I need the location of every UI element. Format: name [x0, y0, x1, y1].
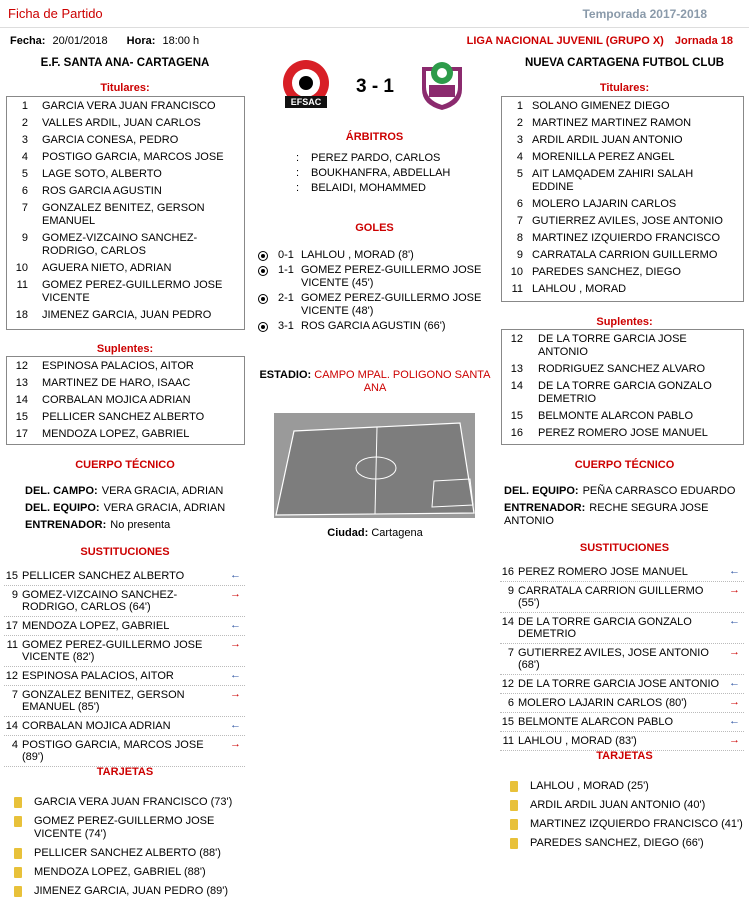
referee-row	[296, 152, 496, 165]
yellow-card-icon	[510, 781, 518, 792]
city-name: Cartagena	[371, 527, 423, 539]
player-name: CORBALAN MOJICA ADRIAN	[42, 394, 191, 406]
player-name: MOLERO LAJARIN CARLOS	[532, 198, 677, 210]
stadium-info	[252, 369, 498, 395]
staff-name: VERA GRACIA, ADRIAN	[103, 502, 226, 514]
arrow-left-icon: ←	[230, 719, 241, 731]
player-number: 9	[507, 585, 514, 597]
referee-name: BELAIDI, MOHAMMED	[311, 182, 426, 194]
player-number: 2	[21, 117, 28, 129]
referee-row	[296, 182, 496, 195]
referee-name: PEREZ PARDO, CARLOS	[311, 152, 441, 164]
player-name: PELLICER SANCHEZ ALBERTO	[42, 411, 205, 423]
away-substitutions-heading: SUSTITUCIONES	[579, 542, 670, 554]
home-starters-heading: Titulares:	[100, 82, 150, 94]
goals-heading: GOLES	[355, 222, 394, 234]
player-number: 7	[507, 647, 514, 659]
player-row	[502, 232, 743, 245]
player-number: 13	[15, 377, 28, 389]
player-name: GONZALEZ BENITEZ, GERSON EMANUEL	[42, 202, 205, 227]
player-number: 12	[15, 360, 28, 372]
card-row	[14, 847, 250, 860]
player-row	[7, 168, 244, 181]
date-label: Fecha:	[10, 35, 46, 47]
player-name: SOLANO GIMENEZ DIEGO	[532, 100, 670, 112]
home-cards-list	[14, 796, 250, 904]
goal-scorer: LAHLOU , MORAD (8')	[301, 249, 414, 261]
away-cards-heading: TARJETAS	[596, 750, 653, 762]
away-subs-box	[501, 329, 744, 445]
goals-list	[258, 249, 493, 335]
player-row	[502, 266, 743, 279]
player-name: GUTIERREZ AVILES, JOSE ANTONIO	[532, 215, 723, 227]
substitution-row	[500, 563, 744, 582]
player-number: 7	[11, 689, 18, 701]
player-number: 8	[516, 232, 523, 244]
player-row	[7, 279, 244, 305]
player-number: 15	[15, 411, 28, 423]
card-player: LAHLOU , MORAD (25')	[530, 780, 649, 792]
player-row	[7, 428, 244, 441]
home-substitutions-heading: SUSTITUCIONES	[80, 546, 170, 558]
player-row	[502, 168, 743, 194]
player-number: 15	[501, 716, 514, 728]
substitution-row	[500, 694, 744, 713]
player-number: 9	[21, 232, 28, 244]
goal-row	[258, 264, 493, 290]
arrow-left-icon: ←	[230, 569, 241, 581]
home-staff-heading: CUERPO TÉCNICO	[75, 459, 175, 471]
player-name: PEREZ ROMERO JOSE MANUEL	[538, 427, 708, 439]
referee-colon: :	[296, 152, 300, 164]
card-player: PAREDES SANCHEZ, DIEGO (66')	[530, 837, 704, 849]
player-number: 1	[21, 100, 28, 112]
card-row	[510, 799, 745, 812]
substitution-row	[4, 717, 245, 736]
card-player: JIMENEZ GARCIA, JUAN PEDRO (89')	[34, 885, 229, 897]
staff-row	[25, 502, 250, 515]
card-player: MARTINEZ IZQUIERDO FRANCISCO (41')	[530, 818, 743, 830]
soccer-ball-icon	[258, 266, 268, 276]
substitution-row	[4, 686, 245, 717]
substitution-row	[4, 617, 245, 636]
player-name: MARTINEZ DE HARO, ISAAC	[42, 377, 191, 389]
player-name: LAHLOU , MORAD	[532, 283, 627, 295]
player-row	[502, 198, 743, 211]
player-name: ESPINOSA PALACIOS, AITOR	[22, 670, 174, 682]
match-date: 20/01/2018	[52, 35, 108, 47]
player-number: 7	[21, 202, 28, 214]
substitution-row	[4, 586, 245, 617]
substitution-row	[500, 732, 744, 751]
player-name: BELMONTE ALARCON PABLO	[538, 410, 694, 422]
arrow-left-icon: ←	[230, 669, 241, 681]
player-name: RODRIGUEZ SANCHEZ ALVARO	[538, 363, 706, 375]
player-row	[502, 117, 743, 130]
player-number: 16	[510, 427, 523, 439]
player-number: 9	[516, 249, 523, 261]
player-row	[502, 283, 743, 296]
round-label: Jornada 18	[674, 35, 733, 47]
yellow-card-icon	[14, 816, 22, 827]
player-name: DE LA TORRE GARCIA GONZALO DEMETRIO	[538, 380, 712, 405]
player-name: CARRATALA CARRION GUILLERMO (55')	[518, 585, 704, 609]
card-player: GOMEZ PEREZ-GUILLERMO JOSE VICENTE (74')	[34, 815, 215, 840]
player-name: MARTINEZ MARTINEZ RAMON	[532, 117, 692, 129]
player-number: 3	[21, 134, 28, 146]
player-number: 14	[501, 616, 514, 628]
card-player: GARCIA VERA JUAN FRANCISCO (73')	[34, 796, 233, 808]
player-row	[502, 427, 743, 440]
player-row	[7, 134, 244, 147]
goal-score: 1-1	[278, 264, 294, 276]
substitution-row	[4, 736, 245, 767]
arrow-left-icon: ←	[729, 565, 740, 577]
referee-colon: :	[296, 167, 300, 179]
player-row	[7, 151, 244, 164]
player-name: CORBALAN MOJICA ADRIAN	[22, 720, 171, 732]
score: 3 - 1	[355, 76, 395, 97]
substitution-row	[4, 567, 245, 586]
player-name: BELMONTE ALARCON PABLO	[518, 716, 674, 728]
away-substitutions-list	[500, 563, 744, 751]
goal-scorer: GOMEZ PEREZ-GUILLERMO JOSE VICENTE (45')	[301, 264, 482, 289]
player-number: 5	[21, 168, 28, 180]
player-row	[502, 410, 743, 423]
player-name: GARCIA CONESA, PEDRO	[42, 134, 179, 146]
staff-name: RECHE SEGURA JOSE ANTONIO	[504, 502, 709, 527]
player-number: 11	[6, 639, 18, 651]
match-meta	[10, 35, 199, 47]
staff-role: DEL. EQUIPO:	[504, 485, 579, 497]
player-number: 6	[507, 697, 514, 709]
card-row	[510, 780, 745, 793]
away-team-logo	[418, 59, 466, 111]
player-number: 7	[516, 215, 523, 227]
player-row	[502, 134, 743, 147]
player-name: GOMEZ PEREZ-GUILLERMO JOSE VICENTE	[42, 279, 223, 304]
referee-colon: :	[296, 182, 300, 194]
player-row	[7, 360, 244, 373]
player-number: 14	[15, 394, 28, 406]
match-time: 18:00 h	[162, 35, 200, 47]
home-staff-list	[25, 485, 250, 536]
away-team-name: NUEVA CARTAGENA FUTBOL CLUB	[524, 57, 725, 69]
player-name: PAREDES SANCHEZ, DIEGO	[532, 266, 681, 278]
substitution-row	[4, 667, 245, 686]
goal-score: 2-1	[278, 292, 294, 304]
city-label: Ciudad:	[327, 527, 369, 539]
referee-row	[296, 167, 496, 180]
player-name: MENDOZA LOPEZ, GABRIEL	[42, 428, 190, 440]
player-name: GARCIA VERA JUAN FRANCISCO	[42, 100, 216, 112]
yellow-card-icon	[510, 800, 518, 811]
staff-row	[504, 502, 744, 528]
card-row	[510, 818, 745, 831]
card-player: PELLICER SANCHEZ ALBERTO (88')	[34, 847, 221, 859]
substitution-row	[500, 644, 744, 675]
soccer-ball-icon	[258, 294, 268, 304]
substitution-row	[500, 613, 744, 644]
player-name: LAHLOU , MORAD (83')	[518, 735, 637, 747]
player-number: 11	[16, 279, 28, 291]
yellow-card-icon	[14, 848, 22, 859]
arrow-right-icon: →	[230, 738, 241, 750]
player-name: PELLICER SANCHEZ ALBERTO	[22, 570, 185, 582]
card-row	[14, 815, 250, 841]
player-name: POSTIGO GARCIA, MARCOS JOSE (89')	[22, 739, 204, 763]
player-number: 16	[501, 566, 514, 578]
page-title: Ficha de Partido	[8, 6, 103, 21]
player-number: 11	[511, 283, 523, 295]
player-name: ARDIL ARDIL JUAN ANTONIO	[532, 134, 683, 146]
arrow-right-icon: →	[729, 584, 740, 596]
home-subs-heading: Suplentes:	[96, 343, 154, 355]
player-name: AIT LAMQADEM ZAHIRI SALAH EDDINE	[532, 168, 694, 193]
player-row	[502, 100, 743, 113]
player-number: 4	[516, 151, 523, 163]
player-row	[7, 185, 244, 198]
player-number: 9	[11, 589, 18, 601]
player-number: 17	[15, 428, 28, 440]
player-name: POSTIGO GARCIA, MARCOS JOSE	[42, 151, 224, 163]
player-name: GOMEZ-VIZCAINO SANCHEZ-RODRIGO, CARLOS	[42, 232, 198, 257]
player-name: DE LA TORRE GARCIA JOSE ANTONIO	[538, 333, 687, 358]
yellow-card-icon	[14, 886, 22, 897]
stadium-name: CAMPO MPAL. POLIGONO SANTA ANA	[314, 369, 491, 394]
stadium-label: ESTADIO:	[259, 369, 312, 381]
yellow-card-icon	[510, 838, 518, 849]
pitch-image	[274, 413, 475, 518]
staff-role: ENTRENADOR:	[25, 519, 107, 531]
card-player: ARDIL ARDIL JUAN ANTONIO (40')	[530, 799, 706, 811]
league-name: LIGA NACIONAL JUVENIL (GRUPO X)	[466, 35, 664, 47]
away-cards-list	[510, 780, 745, 856]
staff-name: PEÑA CARRASCO EDUARDO	[582, 485, 736, 497]
arrow-right-icon: →	[230, 688, 241, 700]
player-name: DE LA TORRE GARCIA GONZALO DEMETRIO	[518, 616, 692, 640]
player-name: JIMENEZ GARCIA, JUAN PEDRO	[42, 309, 212, 321]
referees-list	[296, 152, 496, 197]
player-row	[7, 202, 244, 228]
home-subs-box	[6, 356, 245, 445]
player-row	[7, 262, 244, 275]
soccer-ball-icon	[258, 251, 268, 261]
player-name: GONZALEZ BENITEZ, GERSON EMANUEL (85')	[22, 689, 185, 713]
arrow-right-icon: →	[729, 734, 740, 746]
player-name: AGUERA NIETO, ADRIAN	[42, 262, 172, 274]
player-row	[502, 333, 743, 359]
substitution-row	[4, 636, 245, 667]
staff-name: No presenta	[110, 519, 171, 531]
staff-role: DEL. CAMPO:	[25, 485, 98, 497]
arrow-right-icon: →	[729, 696, 740, 708]
away-subs-heading: Suplentes:	[596, 316, 653, 328]
player-row	[7, 117, 244, 130]
player-name: LAGE SOTO, ALBERTO	[42, 168, 162, 180]
arrow-right-icon: →	[729, 646, 740, 658]
away-starters-heading: Titulares:	[599, 82, 650, 94]
card-row	[14, 885, 250, 898]
goal-score: 3-1	[278, 320, 294, 332]
player-name: MORENILLA PEREZ ANGEL	[532, 151, 675, 163]
goal-scorer: ROS GARCIA AGUSTIN (66')	[301, 320, 446, 332]
player-name: MENDOZA LOPEZ, GABRIEL	[22, 620, 170, 632]
player-number: 6	[516, 198, 523, 210]
season-label: Temporada 2017-2018	[582, 7, 707, 21]
goal-row	[258, 249, 493, 262]
player-row	[502, 380, 743, 406]
goal-score: 0-1	[278, 249, 294, 261]
arrow-left-icon: ←	[729, 615, 740, 627]
home-cards-heading: TARJETAS	[96, 766, 154, 778]
player-number: 10	[510, 266, 523, 278]
player-number: 12	[501, 678, 514, 690]
player-row	[502, 215, 743, 228]
player-number: 14	[510, 380, 523, 392]
card-row	[510, 837, 745, 850]
time-label: Hora:	[126, 35, 156, 47]
player-number: 6	[21, 185, 28, 197]
arrow-left-icon: ←	[729, 677, 740, 689]
player-number: 4	[11, 739, 18, 751]
player-name: GUTIERREZ AVILES, JOSE ANTONIO (68')	[518, 647, 709, 671]
player-number: 15	[510, 410, 523, 422]
staff-row	[504, 485, 744, 498]
header-bar	[0, 0, 749, 28]
player-name: CARRATALA CARRION GUILLERMO	[532, 249, 718, 261]
player-number: 18	[15, 309, 28, 321]
player-number: 12	[5, 670, 18, 682]
staff-role: ENTRENADOR:	[504, 502, 586, 514]
arrow-left-icon: ←	[230, 619, 241, 631]
arrow-right-icon: →	[230, 638, 241, 650]
away-starters-box	[501, 96, 744, 302]
player-number: 14	[5, 720, 18, 732]
substitution-row	[500, 582, 744, 613]
player-name: MARTINEZ IZQUIERDO FRANCISCO	[532, 232, 721, 244]
referee-name: BOUKHANFRA, ABDELLAH	[311, 167, 451, 179]
goal-row	[258, 292, 493, 318]
goal-scorer: GOMEZ PEREZ-GUILLERMO JOSE VICENTE (48')	[301, 292, 482, 317]
home-starters-box	[6, 96, 245, 330]
referees-heading: ÁRBITROS	[345, 131, 404, 143]
player-number: 11	[502, 735, 514, 747]
player-row	[7, 100, 244, 113]
player-number: 15	[5, 570, 18, 582]
player-row	[7, 309, 244, 322]
card-row	[14, 866, 250, 879]
home-logo-text: EFSAC	[290, 97, 322, 107]
yellow-card-icon	[14, 867, 22, 878]
arrow-right-icon: →	[230, 588, 241, 600]
player-number: 3	[516, 134, 523, 146]
staff-row	[25, 485, 250, 498]
away-staff-list	[504, 485, 744, 532]
arrow-left-icon: ←	[729, 715, 740, 727]
player-number: 2	[516, 117, 523, 129]
player-name: ROS GARCIA AGUSTIN	[42, 185, 162, 197]
player-name: MOLERO LAJARIN CARLOS (80')	[518, 697, 687, 709]
player-number: 17	[5, 620, 18, 632]
player-number: 13	[510, 363, 523, 375]
player-number: 5	[516, 168, 523, 180]
player-name: ESPINOSA PALACIOS, AITOR	[42, 360, 194, 372]
player-number: 12	[510, 333, 523, 345]
card-player: MENDOZA LOPEZ, GABRIEL (88')	[34, 866, 206, 878]
player-name: GOMEZ-VIZCAINO SANCHEZ-RODRIGO, CARLOS (64')	[22, 589, 178, 613]
card-row	[14, 796, 250, 809]
substitution-row	[500, 713, 744, 732]
player-row	[7, 411, 244, 424]
staff-row	[25, 519, 250, 532]
player-number: 1	[516, 100, 523, 112]
home-team-logo	[279, 59, 333, 111]
player-name: PEREZ ROMERO JOSE MANUEL	[518, 566, 688, 578]
staff-role: DEL. EQUIPO:	[25, 502, 100, 514]
yellow-card-icon	[510, 819, 518, 830]
player-name: DE LA TORRE GARCIA JOSE ANTONIO	[518, 678, 720, 690]
player-row	[7, 377, 244, 390]
staff-name: VERA GRACIA, ADRIAN	[101, 485, 224, 497]
soccer-ball-icon	[258, 322, 268, 332]
player-row	[7, 232, 244, 258]
player-number: 4	[21, 151, 28, 163]
home-team-name: E.F. SANTA ANA- CARTAGENA	[40, 57, 210, 69]
home-substitutions-list	[4, 567, 245, 767]
away-staff-heading: CUERPO TÉCNICO	[574, 459, 675, 471]
player-row	[502, 249, 743, 262]
player-row	[502, 363, 743, 376]
player-name: GOMEZ PEREZ-GUILLERMO JOSE VICENTE (82')	[22, 639, 203, 663]
city-info	[252, 527, 498, 539]
goal-row	[258, 320, 493, 333]
yellow-card-icon	[14, 797, 22, 808]
player-row	[502, 151, 743, 164]
league-info	[467, 35, 733, 47]
player-number: 10	[15, 262, 28, 274]
player-name: VALLES ARDIL, JUAN CARLOS	[42, 117, 201, 129]
substitution-row	[500, 675, 744, 694]
player-row	[7, 394, 244, 407]
